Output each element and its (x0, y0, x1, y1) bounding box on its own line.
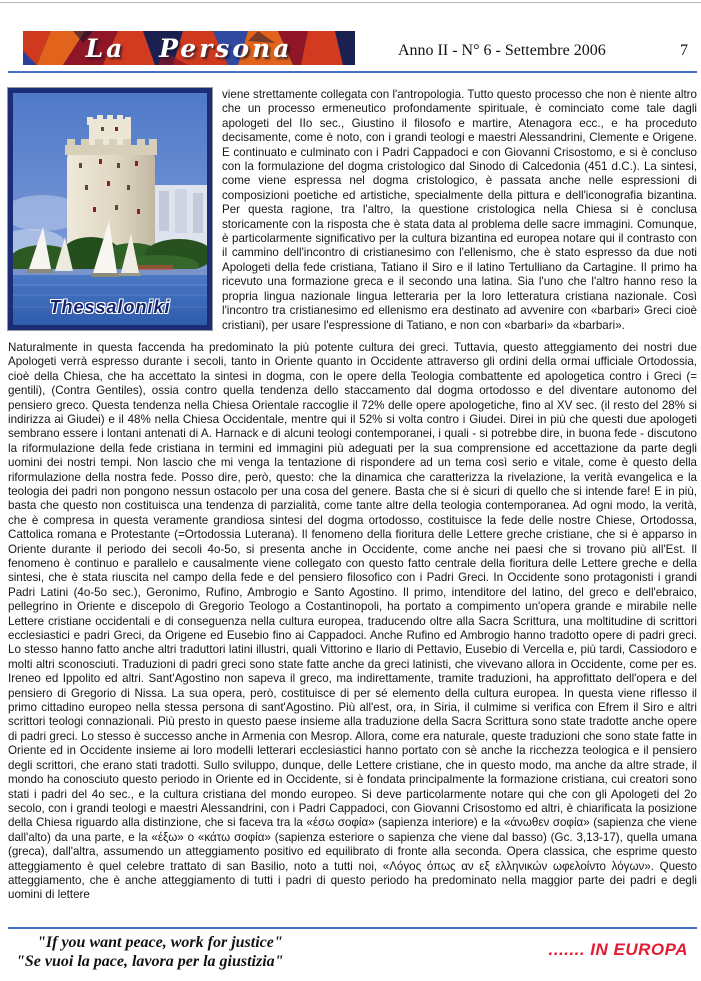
photo-and-intro-row (8, 88, 697, 333)
article-intro-paragraph: viene strettamente collegata con l'antropologia. Tutto questo processo che non è niente altro che un processo ermeneutico profondamente spirituale, è cominciato come tale dagli apologeti del IIo sec., Giustino il filosofo e martire, Atenagora ecc., e ha proceduto decisamente, come è noto, con i grandi teologi e maestri Alessandrini, Clemente e Origene. E continuato e culminato con i Padri Cappadoci e con Giovanni Crisostomo, e si è concluso con la formulazione del dogma cristologico dal Sinodo di Calcedonia (451 d.C.). La sintesi, come viene espressa nel dogma cristologico, è passata anche nelle espressioni di composizioni poetiche ed artistiche, specialmente della pittura e dell'iconografia bizantina. Per questa ragione, tra l'altro, la questione cristologica nella Chiesa si è conclusa storicamente con la risposta che è stata data al problema delle sacre immagini. Comunque, è particolarmente significativo per la cultura bizantina ed europea notare qui il contrasto con il cammino dell'incontro di cristianesimo con l'ellenismo, che è stato espresso da due noti Apologeti della fede cristiana, Tatiano il Siro e il latino Tertulliano da Cartagine. Il primo ha ricevuto una formazione greca e il secondo una latina. Sia l'uno che l'altro hanno reso la propria lingua nazionale lingua letteraria per la loro letteratura cristiana nazionale. Così l'incontro tra cristianesimo ed ellenismo era destinato ad avvenire con «barbari» Greci cioè cristiani), per usare l'espressione di Tatiano, e non con «barbari» da «barbari». (222, 88, 697, 332)
header-divider-rule (8, 71, 697, 73)
in-europa-label: ....... IN EUROPA (548, 940, 688, 959)
scan-artifact-line (0, 2, 701, 3)
footer-divider-rule (8, 927, 697, 929)
photo-caption: Thessaloniki (49, 297, 171, 317)
page-number: 7 (680, 42, 688, 59)
article-content (8, 88, 697, 914)
magazine-logo (23, 31, 355, 65)
thessaloniki-photo (8, 88, 212, 330)
magazine-title: La Persona (85, 33, 293, 63)
footer-quote-english: "If you want peace, work for justice" (37, 934, 283, 951)
issue-info: Anno II - N° 6 - Settembre 2006 (398, 42, 606, 59)
white-tower-photo-illustration (13, 93, 207, 325)
footer-quote-italian: "Se vuoi la pace, lavora per la giustizia" (16, 953, 284, 970)
article-body-paragraph: Naturalmente in questa faccenda ha predominato la più potente cultura dei greci. Tuttavia, questo atteggiamento dei nostri due Apologeti verrà espresso durante i secoli, tanto in Oriente quanto in Occidente attraverso gli ordini della ormai ufficiale Ortodossia, cioè della Chiesa, che ha accettato la sintesi in dogma, con le opere della Teologia combattente ed apologetica contro i Greci (= gentili), (Contra Gentiles), ossia contro quella tendenza dello staccamento dal dogma ortodosso e del diventare autonomo del pensiero greco. Questa tendenza nella Chiesa Orientale raccoglie il 72% delle opere apologetiche, fino al XV sec. (il resto del 28% si indirizza ai Giudei) e il 48% nella Chiesa Occidentale, mentre qui il 52% si volta contro i Giudei. Direi in più che questi due apologeti sembrano essere i lontani antenati di A. Harnack e di alcuni teologi contemporanei, i quali - si potrebbe dire, in buona fede - discutono la riformulazione della fede cristiana in termini ed immagini più adeguati per la sua comprensione ed accettazione da parte degli uomini dei nostri tempi. Non lascio che mi venga la tentazione di rispondere ad un tema così serio e vitale, come è questo della riformulazione della nostra fede. Posso dire, però, questo: che la dinamica che caratterizza la rivelazione, la verità evangelica e la teologia dei padri non pongono nessun ostacolo per una cosa del genere. Basta che si è sicuri di quello che si intende fare! E in più, basta che questo non costituisca una tendenza di parzialità, come tante altre della teologia contemporanea. Ad ogni modo, la verità, che è compresa in questa veramente grandiosa sintesi del dogma ortodosso, costituisce la fede delle nostre Chiese, Ortodossa, Cattolica romana e Protestante (=Ortodossia Luterana). Il fenomeno della fioritura delle Lettere greche cristiane, che si è apparso in Oriente durante il periodo dei secoli 4o-5o, si presenta anche in Occidente, come anche nei paesi che si trovano più all'Est. Il fenomeno è continuo e parallelo e causalmente viene collegato con questo fatto centrale della fioritura delle Lettere greche e della sintesi, che è stata riuscita nel campo della fede e del pensiero filosofico con i Padri Greci. In Occidente sono protagonisti i grandi Padri Latini (4o-5o sec.), Geronimo, Rufino, Ambrogio e Santo Agostino. Il primo, intenditore del latino, del greco e dell'ebraico, pellegrino in Oriente e discepolo di Gregorio Teologo a Costantinopoli, ha portato a compimento un'opera grande e mirabile nelle Lettere cristiane occidentali e di conseguenza nella cultura europea, traducendo oltre alla Sacra Scrittura, una moltitudine di scrittori ecclesiastici e padri Greci, da Origene ed Eusebio fino ai Cappadoci. Anche Rufino ed Ambrogio hanno tradotto opere di padri greci. Lo stesso hanno fatto anche altri traduttori latini illustri, quali Vittorino e Ilario di Pettavio, Eusebio di Vercella e, più tardi, Cassiodoro e molti altri sconosciuti. Traduzioni di padri greci sono state fatte anche da greci latinisti, che vivevano allora in Occidente, come per es. Ireneo ed Ippolito ed altri. Sant'Agostino non sapeva il greco, ma indirettamente, tramite traduzioni, ha approfittato dell'opera e del pensiero di Gregorio di Nissa. La sua opera, però, costituisce di per sé elemento della cultura europea. In questa viene riflesso il primo cittadino europeo nella stessa persona di sant'Agostino. Più all'est, ora, in Siria, il culmime si verifica con Efrem il Siro e altri scrittori teologi connazionali. Più presto in questo paese insieme alla traduzione della Sacra Scrittura sono state tradotte anche opere di padri greci. Lo stesso è successo anche in Armenia con Mesrop. Allora, come era naturale, queste traduzioni che sono state fatte in Oriente ed in Occidente insieme ai loro modelli letterari ecclesiastici hanno portato con sè anche la ricchezza teologica e il pensiero degli scrittori, che erano stati tradotti. Sullo sviluppo, dunque, delle Lettere cristiane, che in questo modo, ma anche da altre strade, il mondo ha conosciuto questo periodo in Oriente ed in Occidente, si è fondata principalmente la formazione cristiana, cui creatori sono stati i padri del 4o sec., e la cultura cristiana del mondo europeo. Si deve particolarmente notare qui che con gli Apologeti del 2o secolo, con i grandi teologi e maestri Alessandrini, con i Padri Cappadoci, con Giovanni Crisostomo ed altri, è chiarificata la posizione della Chiesa riguardo alla distinzione, che si faceva tra la «έσω σοφία» (sapienza interiore) e la «άνωθεν σοφία» (sapienza che viene dall'alto) da una parte, e la «έξω» o «κάτω σοφία» (sapienza esteriore o sapienza che viene dal basso) (Gc. 3,13-17), quella umana (greca), dall'altra, assumendo un atteggiamento positivo ed equilibrato di fronte alla seconda. Opera classica, che esprime questo atteggiamento è quel celebre trattato di san Basilio, noto a tutti noi, «Λόγος όπως αν εξ ελληνικών ωφελοίντο λόγων». Questo atteggiamento, che è anche atteggiamento di tutti i padri di questo periodo ha predominato nella maggior parte dei padri e degli uomini di lettere (8, 340, 698, 902)
